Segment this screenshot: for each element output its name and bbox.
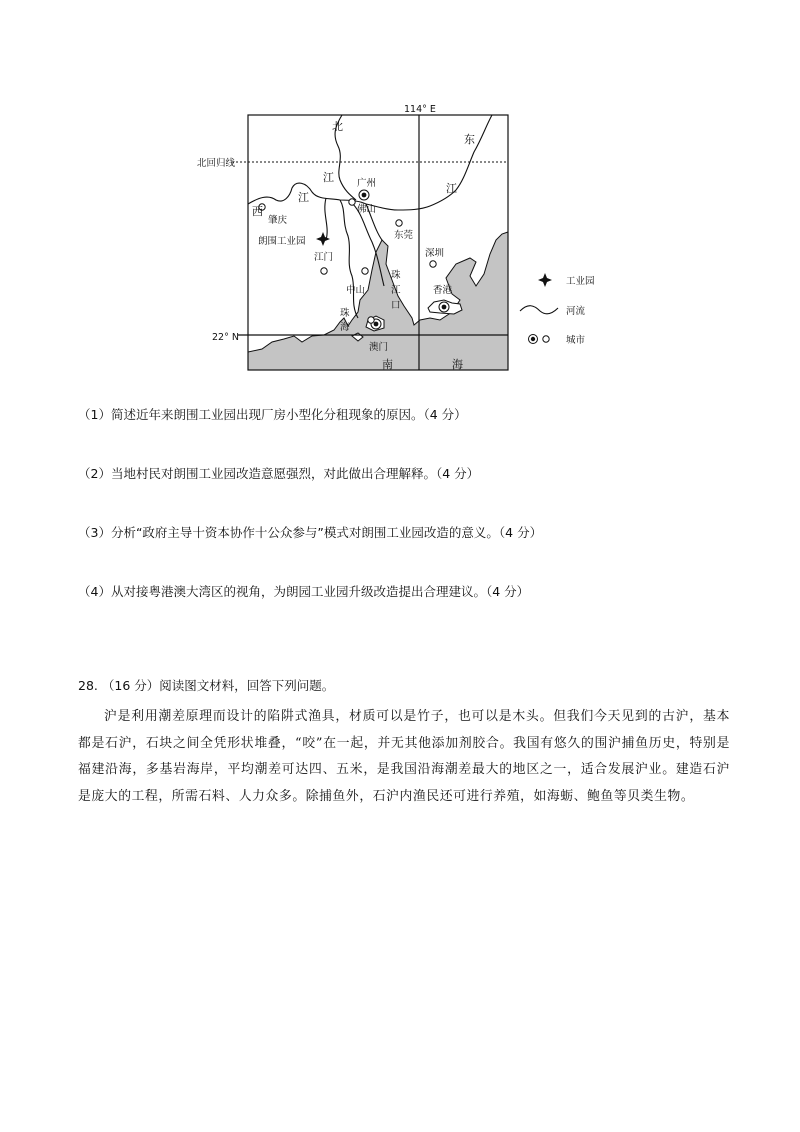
label-jiang-dong: 江: [446, 182, 457, 195]
legend-river-label: 河流: [566, 306, 586, 317]
label-langwei: 朗围工业园: [258, 236, 306, 247]
pearl-river-delta-map: [0, 0, 800, 400]
city-zhongshan-marker: [362, 268, 368, 274]
river-delta-branch-1: [340, 200, 358, 318]
label-jiangmen: 江门: [314, 252, 334, 263]
city-guangzhou-marker: [359, 190, 369, 200]
legend-industrial-park-label: 工业园: [566, 276, 595, 287]
question-28-intro: （16 分）阅读图文材料，回答下列问题。: [101, 678, 335, 693]
legend-city-minor-icon: [543, 336, 549, 342]
city-xianggang-marker: [439, 302, 449, 312]
legend-river-icon: [520, 306, 558, 314]
reading-passage: 沪是利用潮差原理而设计的陷阱式渔具，材质可以是竹子，也可以是木头。但我们今天见到的古沪，基本都是石沪，石块之间全凭形状堆叠，“咬”在一起，并无其他添加剂胶合。我国有悠久的围沪捕鱼历史，特别是福建沿海，多基岩海岸，平均潮差可达四、五米，是我国沿海潮差最大的地区之一，适合发展沪业。建造石沪是庞大的工程，所需石料、人力众多。除捕鱼外，石沪内渔民还可进行养殖，如海蛎、鲍鱼等贝类生物。: [78, 709, 730, 804]
label-zhujiangkou-1: 珠: [391, 270, 401, 281]
city-jiangmen-marker: [321, 268, 327, 274]
city-shenzhen-marker: [430, 261, 436, 267]
label-foshan: 佛山: [357, 204, 377, 215]
tropic-of-cancer-label: 北回归线: [197, 158, 236, 169]
label-zhuhai-2: 海: [340, 322, 350, 333]
industrial-park-marker: [316, 232, 330, 246]
label-bei: 北: [332, 120, 343, 133]
label-xianggang: 香港: [433, 285, 453, 296]
question-1: （1）简述近年来朗围工业园出现厂房小型化分租现象的原因。（4 分）: [78, 407, 467, 422]
label-dong: 东: [464, 133, 475, 146]
label-jiang-bei: 江: [323, 171, 334, 184]
city-foshan-marker: [349, 199, 355, 205]
label-dongguan: 东莞: [394, 230, 414, 241]
map-legend: [520, 273, 595, 346]
label-zhuhai-1: 珠: [340, 308, 350, 319]
city-dongguan-marker: [396, 220, 402, 226]
label-zhujiangkou-2: 江: [391, 285, 401, 296]
label-hai: 海: [452, 358, 463, 371]
label-aomen: 澳门: [369, 342, 389, 353]
label-zhaoqing: 肇庆: [268, 215, 288, 226]
city-zhuhai-marker: [368, 317, 374, 323]
question-3: （3）分析“政府主导十资本协作十公众参与”模式对朗围工业园改造的意义。（4 分）: [78, 525, 543, 540]
label-jiang-xi: 江: [298, 191, 309, 204]
longitude-label: 114° E: [404, 104, 436, 115]
question-28-heading: [78, 676, 334, 694]
legend-industrial-park-icon: [538, 273, 552, 287]
legend-city-label: 城市: [566, 335, 586, 346]
label-zhujiangkou-3: 口: [391, 300, 401, 311]
question-2: （2）当地村民对朗围工业园改造意愿强烈，对此做出合理解释。（4 分）: [78, 466, 480, 481]
label-zhongshan: 中山: [346, 285, 366, 296]
label-xi: 西: [252, 205, 263, 218]
river-delta-branch-4: [325, 198, 327, 240]
latitude-label: 22° N: [212, 332, 239, 343]
label-guangzhou: 广州: [357, 178, 377, 189]
label-shenzhen: 深圳: [425, 248, 445, 259]
label-nan: 南: [382, 358, 393, 371]
question-4: （4）从对接粤港澳大湾区的视角，为朗园工业园升级改造提出合理建议。（4 分）: [78, 584, 530, 599]
question-28-number: 28.: [78, 678, 98, 693]
legend-city-major-icon: [529, 335, 538, 344]
